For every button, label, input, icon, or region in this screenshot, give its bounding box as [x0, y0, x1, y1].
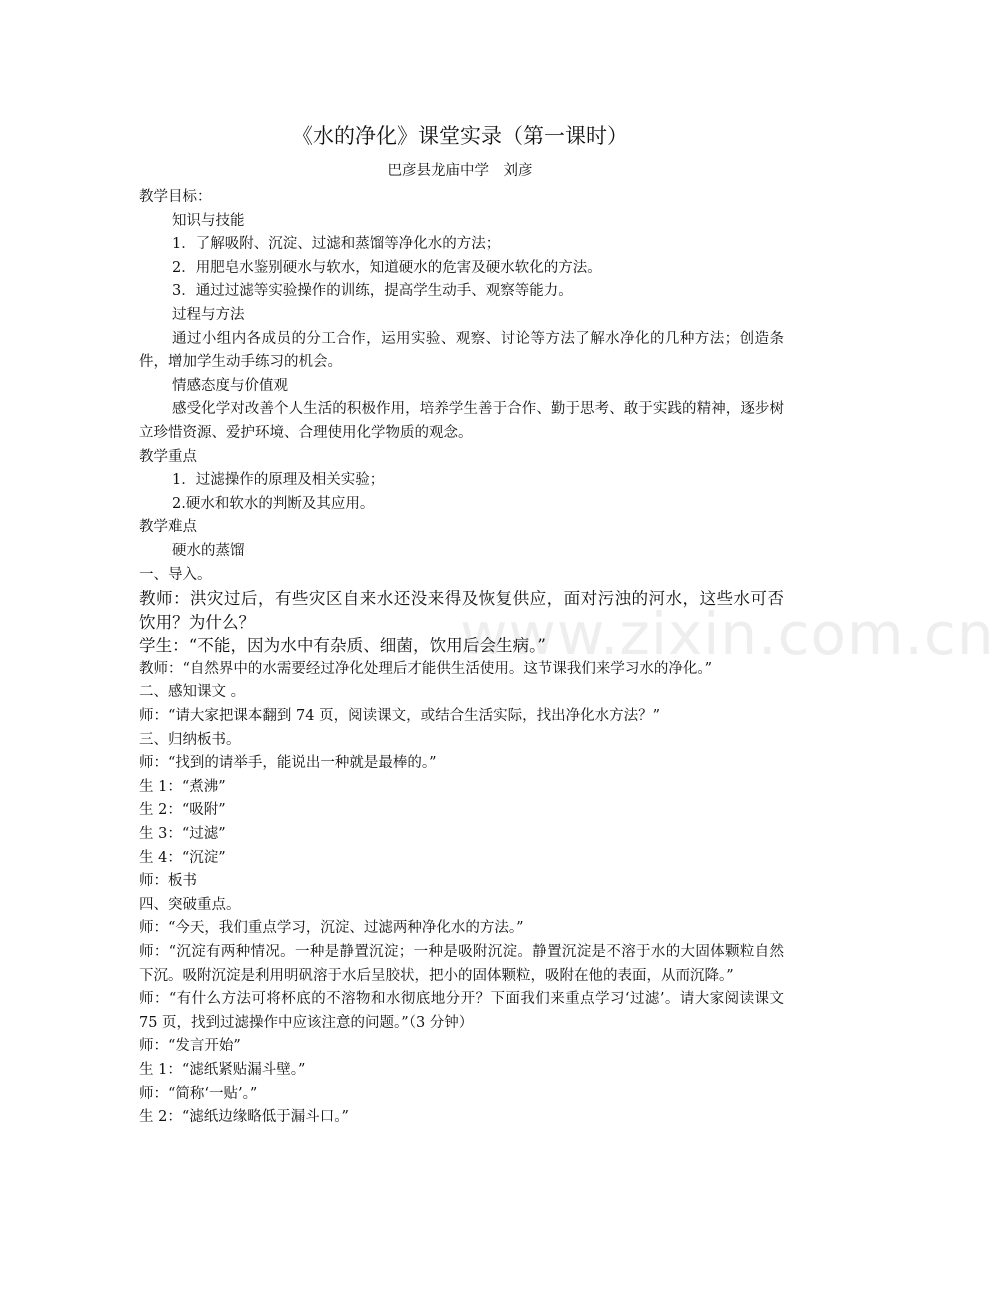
objectives-heading: 教学目标：	[139, 189, 212, 205]
dialogue-line: 生 1：“滤纸紧贴漏斗壁。”	[139, 1061, 306, 1078]
key-points-heading: 教学重点	[139, 448, 197, 465]
teacher-statement: 教师：“自然界中的水需要经过净化处理后才能供生活使用。这节课我们来学习水的净化。”	[139, 660, 713, 677]
knowledge-heading: 知识与技能	[172, 212, 245, 229]
dialogue-line: 生 3：“过滤”	[139, 826, 226, 843]
section-breakthrough-heading: 四、突破重点。	[139, 896, 241, 913]
perceive-line: 师：“请大家把课本翻到 74 页，阅读课文，或结合生活实际，找出净化水方法？”	[139, 708, 660, 725]
filtration-paragraph: 师：“有什么方法可将杯底的不溶物和水彻底地分开？下面我们来重点学习‘过滤’。请大家阅读课文 75 页，找到过滤操作中应该注意的问题。”（3 分钟）	[139, 991, 784, 1031]
sedimentation-paragraph: 师：“沉淀有两种情况。一种是静置沉淀；一种是吸附沉淀。静置沉淀是不溶于水的大固体颗粒自然下沉。吸附沉淀是利用明矾溶于水后呈胶状，把小的固体颗粒，吸附在他的表面，从而沉降。”	[139, 944, 784, 984]
student-answer: 学生：“不能，因为水中有杂质、细菌，饮用后会生病。”	[139, 636, 546, 656]
author-line: 巴彦县龙庙中学 刘彦	[387, 163, 533, 179]
attitude-text: 感受化学对改善个人生活的积极作用，培养学生善于合作、勤于思考、敢于实践的精神，逐步树立珍惜资源、爱护环境、合理使用化学物质的观念。	[139, 401, 784, 441]
dialogue-line: 生 1：“煮沸”	[139, 778, 226, 795]
dialogue-line: 师：“找到的请举手，能说出一种就是最棒的。”	[139, 755, 437, 772]
teacher-question: 教师：洪灾过后，有些灾区自来水还没来得及恢复供应，面对污浊的河水，这些水可否饮用？为什么？	[139, 589, 784, 632]
dialogue-line: 师：“简称‘一贴’。”	[139, 1085, 258, 1102]
process-heading: 过程与方法	[172, 306, 245, 323]
dialogue-line: 生 2：“吸附”	[139, 802, 226, 819]
knowledge-item: 1．了解吸附、沉淀、过滤和蒸馏等净化水的方法；	[172, 236, 501, 253]
knowledge-item: 3．通过过滤等实验操作的训练，提高学生动手、观察等能力。	[172, 283, 573, 300]
difficulty-item: 硬水的蒸馏	[172, 542, 245, 559]
dialogue-line: 师：“发言开始”	[139, 1038, 241, 1055]
watermark: www.zixin.com.cn	[460, 600, 995, 668]
process-text: 通过小组内各成员的分工合作，运用实验、观察、讨论等方法了解水净化的几种方法；创造条件，增加学生动手练习的机会。	[139, 330, 784, 371]
dialogue-line: 师：板书	[139, 873, 197, 890]
key-point-item: 1．过滤操作的原理及相关实验；	[172, 472, 385, 489]
section-summary-heading: 三、归纳板书。	[139, 731, 241, 748]
key-point-item: 2.硬水和软水的判断及其应用。	[172, 495, 375, 512]
difficulty-heading: 教学难点	[139, 519, 197, 536]
dialogue-line: 生 4：“沉淀”	[139, 849, 226, 866]
dialogue-line: 师：“今天，我们重点学习，沉淀、过滤两种净化水的方法。”	[139, 920, 524, 937]
section-perceive-heading: 二、感知课文 。	[139, 684, 246, 701]
document-title: 《水的净化》课堂实录（第一课时）	[292, 124, 628, 148]
document-body	[139, 186, 784, 1130]
attitude-heading: 情感态度与价值观	[172, 377, 288, 394]
dialogue-line: 生 2：“滤纸边缘略低于漏斗口。”	[139, 1109, 349, 1126]
knowledge-item: 2．用肥皂水鉴别硬水与软水，知道硬水的危害及硬水软化的方法。	[172, 259, 602, 276]
section-intro-heading: 一、导入。	[139, 566, 212, 583]
